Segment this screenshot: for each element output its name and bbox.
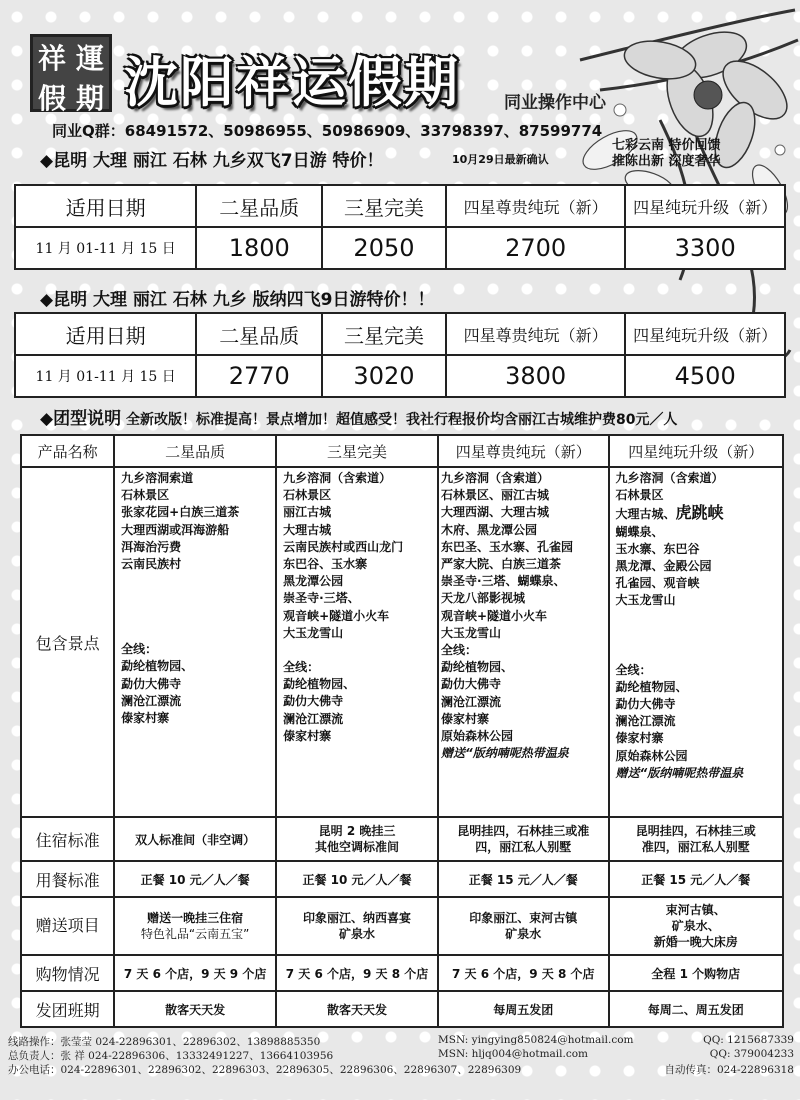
shop-cell: 全程 1 个购物店 bbox=[609, 955, 784, 991]
gift-line: 赠送一晚挂三住宿 bbox=[147, 911, 244, 925]
meal-cell: 正餐 10 元／人／餐 bbox=[114, 861, 276, 897]
gift-cell: 印象丽江、束河古镇 矿泉水 bbox=[438, 897, 609, 955]
price-cell: 3300 bbox=[625, 227, 785, 269]
lodging-cell: 双人标准间（非空调） bbox=[114, 817, 276, 861]
brand-title: 沈阳祥运假期 bbox=[124, 51, 460, 114]
gift-line: 特色礼品“云南五宝” bbox=[140, 927, 250, 941]
route2-title: ◆昆明 大理 丽江 石林 九乡 版纳四飞9日游特价！！ bbox=[40, 290, 435, 310]
scenic-item: 丽江古城 bbox=[283, 505, 332, 520]
scenic-item: 观音峡+隧道小火车 bbox=[440, 608, 548, 623]
scenic-col3 bbox=[438, 467, 609, 817]
scenic-item: 傣家村寨 bbox=[121, 711, 170, 726]
qq-groups bbox=[52, 120, 602, 141]
price-cell: 3020 bbox=[322, 355, 446, 397]
header-cell: 四星尊贵纯玩（新） bbox=[438, 435, 609, 467]
gift-cell: 印象丽江、纳西喜宴 矿泉水 bbox=[276, 897, 438, 955]
row-label: 包含景点 bbox=[21, 467, 114, 817]
scenic-line-label: 全线： bbox=[615, 662, 652, 677]
scenic-item: 蝴蝶泉、 bbox=[615, 524, 664, 539]
scenic-line-label: 全线： bbox=[121, 642, 158, 657]
route2-price-table bbox=[14, 312, 786, 398]
logo bbox=[30, 34, 112, 115]
header-cell: 三星完美 bbox=[322, 313, 446, 355]
scenic-item bbox=[616, 504, 777, 523]
price-cell: 2770 bbox=[196, 355, 322, 397]
scenic-item: 勐纶植物园、 bbox=[615, 679, 688, 694]
header-cell: 四星纯玩升级（新） bbox=[625, 313, 785, 355]
contact-office: 办公电话：024-22896301、22896302、22896303、22896305、22896306、22896307、22896309 bbox=[8, 1064, 522, 1076]
shop-cell: 7 天 6 个店，9 天 8 个店 bbox=[438, 955, 609, 991]
date-cell: 11 月 01-11 月 15 日 bbox=[15, 355, 196, 397]
contact-manager: 总负责人：张 祥 024-22896306、13332491227、13664103956 bbox=[8, 1050, 334, 1062]
scenic-item: 傣家村寨 bbox=[440, 711, 489, 726]
scenic-item: 云南民族村 bbox=[121, 557, 182, 572]
scenic-item: 澜沧江漂流 bbox=[283, 711, 344, 726]
contact-qq: QQ: 379004233 bbox=[709, 1048, 794, 1060]
scenic-item: 澜沧江漂流 bbox=[615, 714, 676, 729]
scenic-item: 勐仂大佛寺 bbox=[440, 677, 501, 692]
operation-center: 同业操作中心 bbox=[504, 93, 606, 113]
depart-cell: 散客天天发 bbox=[276, 991, 438, 1027]
scenic-item: 石林景区 bbox=[121, 488, 170, 503]
scenic-item: 黑龙潭、金殿公园 bbox=[615, 559, 712, 574]
scenic-item: 大玉龙雪山 bbox=[283, 625, 344, 640]
scenic-col1 bbox=[114, 467, 276, 817]
tour-description bbox=[40, 404, 677, 429]
scenic-item: 大玉龙雪山 bbox=[440, 625, 501, 640]
qq-label: 同业Q群： bbox=[52, 122, 125, 140]
contact-msn: MSN: hljq004@hotmail.com bbox=[438, 1048, 589, 1060]
row-label: 用餐标准 bbox=[21, 861, 114, 897]
scenic-item: 黑龙潭公园 bbox=[283, 574, 344, 589]
meal-cell: 正餐 15 元／人／餐 bbox=[438, 861, 609, 897]
scenic-item: 石林景区、丽江古城 bbox=[440, 488, 549, 503]
tour-description-lead: ◆团型说明 bbox=[40, 409, 122, 429]
logo-char: 祥 bbox=[37, 42, 66, 75]
price-cell: 4500 bbox=[625, 355, 785, 397]
route1-price-table bbox=[14, 184, 786, 270]
header-cell: 二星品质 bbox=[114, 435, 276, 467]
scenic-item: 木府、黑龙潭公园 bbox=[440, 522, 537, 537]
scenic-item: 勐纶植物园、 bbox=[121, 659, 194, 674]
scenic-item: 崇圣寺·三塔、蝴蝶泉、 bbox=[440, 574, 566, 589]
scenic-item: 九乡溶洞（含索道） bbox=[440, 471, 549, 485]
logo-char: 期 bbox=[75, 82, 104, 115]
header-cell: 四星纯玩升级（新） bbox=[609, 435, 784, 467]
scenic-col2 bbox=[276, 467, 438, 817]
logo-char: 運 bbox=[75, 42, 104, 75]
scenic-item: 严家大院、白族三道茶 bbox=[440, 557, 561, 572]
scenic-item: 天龙八部影视城 bbox=[440, 591, 525, 606]
scenic-item: 勐仂大佛寺 bbox=[615, 697, 676, 712]
qq-numbers: 68491572、50986955、50986909、33798397、87599774 bbox=[124, 122, 603, 140]
scenic-item: 张家花园+白族三道茶 bbox=[121, 505, 240, 520]
meal-cell: 正餐 10 元／人／餐 bbox=[276, 861, 438, 897]
header-cell: 四星纯玩升级（新） bbox=[625, 185, 785, 227]
scenic-item: 九乡溶洞（含索道） bbox=[615, 471, 724, 485]
scenic-item: 孔雀园、观音峡 bbox=[615, 576, 700, 591]
header-cell: 二星品质 bbox=[196, 185, 322, 227]
header-cell: 二星品质 bbox=[196, 313, 322, 355]
scenic-item: 东巴圣、玉水寨、孔雀园 bbox=[440, 539, 573, 554]
row-label: 发团班期 bbox=[21, 991, 114, 1027]
price-cell: 3800 bbox=[446, 355, 626, 397]
depart-cell: 每周五发团 bbox=[438, 991, 609, 1027]
scenic-item: 大理古城 bbox=[283, 522, 332, 537]
route1-title: ◆昆明 大理 丽江 石林 九乡双飞7日游 特价！ bbox=[40, 151, 384, 171]
header-cell: 四星尊贵纯玩（新） bbox=[446, 185, 626, 227]
tour-description-text: 全新改版！标准提高！景点增加！超值感受！我社行程报价均含丽江古城维护费80元／人 bbox=[125, 412, 678, 428]
header-cell: 四星尊贵纯玩（新） bbox=[446, 313, 626, 355]
depart-cell: 每周二、周五发团 bbox=[609, 991, 784, 1027]
contact-operator: 线路操作：张莹莹 024-22896301、22896302、13898885350 bbox=[8, 1036, 321, 1048]
scenic-line-label: 全线： bbox=[283, 660, 320, 675]
price-cell: 1800 bbox=[196, 227, 322, 269]
depart-cell: 散客天天发 bbox=[114, 991, 276, 1027]
scenic-item: 勐仂大佛寺 bbox=[121, 676, 182, 691]
price-cell: 2700 bbox=[446, 227, 626, 269]
gift-cell bbox=[114, 897, 276, 955]
scenic-item: 原始森林公园 bbox=[615, 748, 688, 763]
detail-table bbox=[20, 434, 784, 1028]
contact-msn: MSN: yingying850824@hotmail.com bbox=[438, 1034, 634, 1046]
scenic-item: 傣家村寨 bbox=[615, 731, 664, 746]
promo-line: 七彩云南 特价回馈 bbox=[612, 138, 721, 153]
scenic-item: 洱海治污费 bbox=[121, 539, 182, 554]
shop-cell: 7 天 6 个店，9 天 8 个店 bbox=[276, 955, 438, 991]
lodging-cell: 昆明挂四，石林挂三或 准四，丽江私人别墅 bbox=[609, 817, 784, 861]
scenic-item: 大理西湖或洱海游船 bbox=[121, 522, 230, 537]
scenic-item: 勐纶植物园、 bbox=[283, 677, 356, 692]
logo-char: 假 bbox=[37, 82, 66, 115]
scenic-item: 大玉龙雪山 bbox=[615, 593, 676, 608]
scenic-item: 勐纶植物园、 bbox=[440, 660, 513, 675]
scenic-gift: 赠送“版纳喃呢热带温泉 bbox=[615, 765, 744, 780]
contact-qq: QQ: 1215687339 bbox=[703, 1034, 794, 1046]
scenic-col4 bbox=[609, 467, 784, 817]
contact-fax: 自动传真：024-22896318 bbox=[664, 1064, 794, 1076]
lodging-cell: 昆明 2 晚挂三 其他空调标准间 bbox=[276, 817, 438, 861]
scenic-item: 勐仂大佛寺 bbox=[283, 694, 344, 709]
gift-cell: 束河古镇、 矿泉水、 新婚一晚大床房 bbox=[609, 897, 784, 955]
scenic-item: 云南民族村或西山龙门 bbox=[283, 539, 404, 554]
scenic-item: 傣家村寨 bbox=[283, 728, 332, 743]
header-cell: 三星完美 bbox=[276, 435, 438, 467]
header-cell: 适用日期 bbox=[15, 313, 196, 355]
price-cell: 2050 bbox=[322, 227, 446, 269]
scenic-item: 石林景区 bbox=[615, 488, 664, 503]
scenic-item: 大理西湖、大理古城 bbox=[440, 505, 549, 520]
row-label: 购物情况 bbox=[21, 955, 114, 991]
scenic-item: 崇圣寺·三塔、 bbox=[283, 591, 360, 606]
header-cell: 适用日期 bbox=[15, 185, 196, 227]
scenic-item: 观音峡+隧道小火车 bbox=[283, 608, 390, 623]
shop-cell: 7 天 6 个店，9 天 9 个店 bbox=[114, 955, 276, 991]
header-cell: 产品名称 bbox=[21, 435, 114, 467]
promo-line: 推陈出新 深度奢华 bbox=[612, 154, 721, 169]
scenic-gift: 赠送“版纳喃呢热带温泉 bbox=[440, 746, 569, 761]
date-cell: 11 月 01-11 月 15 日 bbox=[15, 227, 196, 269]
row-label: 住宿标准 bbox=[21, 817, 114, 861]
scenic-item: 东巴谷、玉水寨 bbox=[283, 557, 368, 572]
scenic-item: 九乡溶洞（含索道） bbox=[283, 471, 392, 485]
confirm-date: 10月29日最新确认 bbox=[452, 153, 549, 166]
scenic-item: 澜沧江漂流 bbox=[440, 694, 501, 709]
row-label: 赠送项目 bbox=[21, 897, 114, 955]
scenic-line-label: 全线： bbox=[440, 643, 477, 658]
lodging-cell: 昆明挂四，石林挂三或准 四，丽江私人别墅 bbox=[438, 817, 609, 861]
scenic-item: 石林景区 bbox=[283, 488, 332, 503]
scenic-item: 玉水寨、东巴谷 bbox=[615, 541, 700, 556]
header-cell: 三星完美 bbox=[322, 185, 446, 227]
meal-cell: 正餐 15 元／人／餐 bbox=[609, 861, 784, 897]
promo-slogan bbox=[612, 138, 721, 170]
scenic-item-text: 大理古城、 bbox=[615, 507, 676, 522]
scenic-item: 澜沧江漂流 bbox=[121, 693, 182, 708]
scenic-item: 九乡溶洞索道 bbox=[121, 471, 194, 485]
scenic-item: 原始森林公园 bbox=[440, 729, 513, 744]
scenic-item-highlight: 虎跳峡 bbox=[675, 503, 724, 523]
